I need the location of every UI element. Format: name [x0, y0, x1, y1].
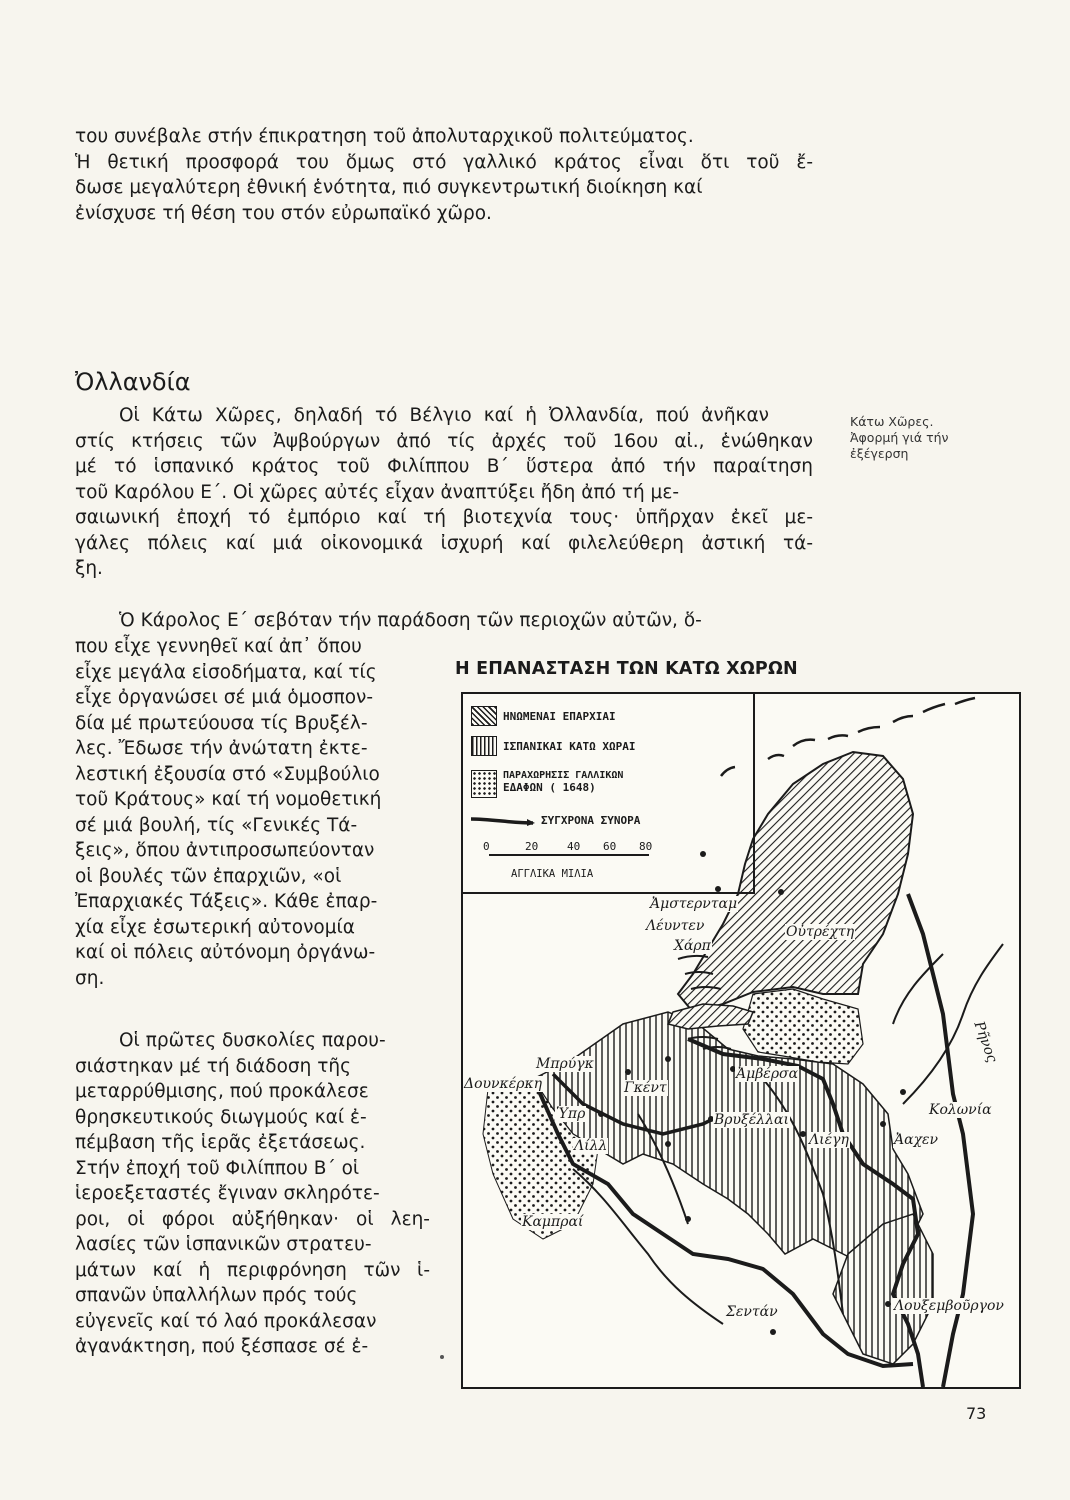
legend-label: ΣΥΓΧΡΟΝΑ ΣΥΝΟΡΑ [541, 814, 641, 827]
label-lille: Λίλλ [574, 1138, 608, 1154]
top-paragraph [75, 124, 813, 226]
text-line: εἶχε ὀργανώσει σέ μιά ὁμοσπον- [75, 687, 374, 708]
text-line: τοῦ Κράτους» καί τή νομοθετική [75, 789, 382, 810]
label-sedan: Σεντάν [726, 1304, 778, 1320]
label-ghent: Γκέντ [624, 1080, 667, 1096]
text-line: λες. Ἔδωσε τήν ἀνώτατη ἐκτε- [75, 738, 368, 759]
legend-label-block [503, 770, 623, 794]
text-line: Ἐπαρχιακές Τάξεις». Κάθε ἐπαρ- [75, 891, 378, 912]
label-utrecht: Οὐτρέχτη [786, 924, 855, 940]
text-line: χία εἶχε ἐσωτερική αὐτονομία [75, 916, 355, 938]
text-line: πέμβαση τῆς ἱερᾶς ἐξετάσεως. [75, 1132, 366, 1153]
label-antwerp: Ἀμβέρσα [736, 1066, 799, 1082]
legend-united-provinces [471, 706, 616, 726]
text-line: δία μέ πρωτεύουσα τίς Βρυξέλ- [75, 712, 368, 734]
text-line: εἶχε μεγάλα εἰσοδήματα, καί τίς [75, 661, 377, 683]
margin-note-line: Κάτω Χῶρες. [850, 414, 934, 429]
label-bruges: Μπρύγκ [536, 1056, 594, 1072]
scale-tick: 80 [639, 840, 653, 853]
scale-tick: 60 [603, 840, 617, 853]
text-line: καί οἱ πόλεις αὐτόνομη ὀργάνω- [75, 942, 376, 963]
text-line: τοῦ Καρόλου Ε΄. Οἱ χῶρες αὐτές εἶχαν ἀναπτύξει ἤδη ἀπό τή με- [75, 481, 680, 503]
paragraph-1 [75, 403, 813, 429]
label-haarlem: Χάρπ [674, 938, 711, 954]
text-line: ση. [75, 967, 105, 989]
margin-note-line: Ἀφορμή γιά τήν [850, 430, 949, 445]
label-aachen: Ἀαχεν [894, 1132, 939, 1148]
paragraph-1-body [75, 429, 813, 582]
text-line: σιάστηκαν μέ τή διάδοση τῆς [75, 1055, 351, 1077]
label-ypres: Ὑπρ [556, 1106, 586, 1122]
zeeland-islands [668, 1004, 753, 1029]
text-line: θρησκευτικούς διωγμούς καί ἐ- [75, 1106, 367, 1128]
paragraph-3 [75, 1028, 430, 1360]
label-amsterdam: Ἀμστερνταμ [650, 896, 738, 912]
label-cambrai: Καμπραί [522, 1214, 584, 1230]
legend-french-cessions [471, 770, 623, 798]
map-legend [463, 694, 755, 894]
legend-spanish-netherlands [471, 736, 635, 756]
map-title: Η ΕΠΑΝΑΣΤΑΣΗ ΤΩΝ ΚΑΤΩ ΧΩΡΩΝ [455, 659, 798, 679]
scale-unit: ΑΓΓΛΙΚΑ ΜΙΛΙΑ [511, 868, 594, 880]
french-cessions-region [743, 989, 863, 1064]
legend-label: ΙΣΠΑΝΙΚΑΙ ΚΑΤΩ ΧΩΡΑΙ [503, 739, 636, 753]
text-line: ἀγανάκτηση, πού ξέσπασε σέ ἐ- [75, 1336, 369, 1357]
label-rhine: Ρῆνος [970, 1019, 1001, 1065]
border-line-swatch [471, 815, 537, 827]
margin-note-line: ἐξέγερση [850, 446, 909, 461]
text-line: του συνέβαλε στήν έπικρατηση τοῦ ἀπολυταρχικοῦ πολιτεύματος. [75, 126, 694, 147]
scale-tick: 40 [567, 840, 581, 853]
text-line: σπανῶν ὑπαλλήλων πρός τούς [75, 1285, 358, 1306]
text-line: ἱεροεξεταστές ἔγιναν σκληρότε- [75, 1183, 380, 1204]
text-line: οἱ βουλές τῶν ἐπαρχιῶν, «οἱ [75, 865, 342, 887]
text-line: σαιωνική ἐποχή τό ἐμπόριο καί τή βιοτεχνία τους· ὑπῆρχαν ἐκεῖ με- [75, 507, 813, 528]
label-dunkirk: Δουνκέρκη [464, 1076, 543, 1092]
text-line: στίς κτήσεις τῶν Ἀψβούργων ἀπό τίς ἀρχές τοῦ 16ου αἰ., ἑνώθηκαν [75, 430, 813, 452]
text-line: ἐνίσχυσε τή θέση του στόν εὐρωπαϊκό χῶρο. [75, 202, 492, 224]
text-line: μεταρρύθμισης, πού προκάλεσε [75, 1081, 369, 1102]
legend-label: ΠΑΡΑΧΩΡΗΣΙΣ ΓΑΛΛΙΚΩΝ [503, 770, 624, 781]
scale-tick: 20 [525, 840, 539, 853]
label-leiden: Λέυντεν [646, 918, 705, 934]
dots-swatch [471, 770, 497, 798]
text-line: Ἡ θετική προσφορά του ὅμως στό γαλλικό κράτος εἶναι ὅτι τοῦ ἔ- [75, 151, 813, 173]
text-line: Στήν ἐποχή τοῦ Φιλίππου Β΄ οἱ [75, 1157, 360, 1179]
map-figure [461, 692, 1021, 1389]
scale-bar [483, 840, 683, 890]
text-line: Οἱ πρῶτες δυσκολίες παρου- [119, 1030, 386, 1051]
legend-label: ΗΝΩΜΕΝΑΙ ΕΠΑΡΧΙΑΙ [503, 709, 616, 723]
text-line: γάλες πόλεις καί μιά οἰκονομικά ἰσχυρή καί φιλελεύθερη ἀστική τά- [75, 532, 813, 554]
scale-tick: 0 [483, 840, 490, 853]
label-cologne: Κολωνία [929, 1102, 992, 1118]
text-line: που εἶχε γεννηθεῖ καί ἀπ᾽ ὅπου [75, 636, 362, 657]
text-line: Οἱ Κάτω Χῶρες, δηλαδή τό Βέλγιο καί ἡ Ὀλλανδία, πού ἀνῆκαν [119, 405, 769, 426]
scale-line [489, 854, 649, 856]
text-line: ξεις», ὅπου ἀντιπροσωπεύονταν [75, 840, 375, 861]
text-line: εὐγενεῖς καί τό λαό προκάλεσαν [75, 1310, 377, 1332]
legend-label: ΕΔΑΦΩΝ ( 1648) [503, 781, 596, 794]
text-line: Ὁ Κάρολος Ε΄ σεβόταν τήν παράδοση τῶν περιοχῶν αὐτῶν, ὅ- [119, 610, 702, 631]
vertical-lines-swatch [471, 736, 497, 756]
paragraph-2 [75, 634, 430, 991]
paragraph-2-first-line [119, 608, 819, 634]
text-line: λασίες τῶν ἱσπανικῶν στρατευ- [75, 1234, 372, 1255]
margin-note [850, 414, 949, 462]
text-line: μάτων καί ἡ περιφρόνηση τῶν ἱ- [75, 1259, 430, 1281]
page-number: 73 [966, 1404, 987, 1423]
legend-modern-borders [471, 814, 640, 827]
text-line: ξη. [75, 558, 103, 579]
hatch-swatch [471, 706, 497, 726]
text-line: λεστική ἐξουσία στό «Συμβούλιο [75, 763, 380, 785]
text-line: σέ μιά βουλή, τίς «Γενικές Τά- [75, 814, 358, 836]
print-speck [440, 1355, 444, 1359]
label-brussels: Βρυξέλλαι [714, 1112, 789, 1128]
text-line: μέ τό ἱσπανικό κράτος τοῦ Φιλίππου Β΄ ὕστερα ἀπό τήν παραίτηση [75, 456, 813, 477]
text-line: δωσε μεγαλύτερη ἐθνική ἑνότητα, πιό συγκεντρωτική διοίκηση καί [75, 177, 703, 198]
label-liege: Λιέγη [809, 1132, 849, 1148]
section-heading: Ὀλλανδία [75, 368, 191, 396]
text-line: ροι, οἱ φόροι αὐξήθηκαν· οἱ λεη- [75, 1208, 430, 1230]
label-luxembourg: Λουξεμβοῦργον [894, 1298, 1004, 1314]
